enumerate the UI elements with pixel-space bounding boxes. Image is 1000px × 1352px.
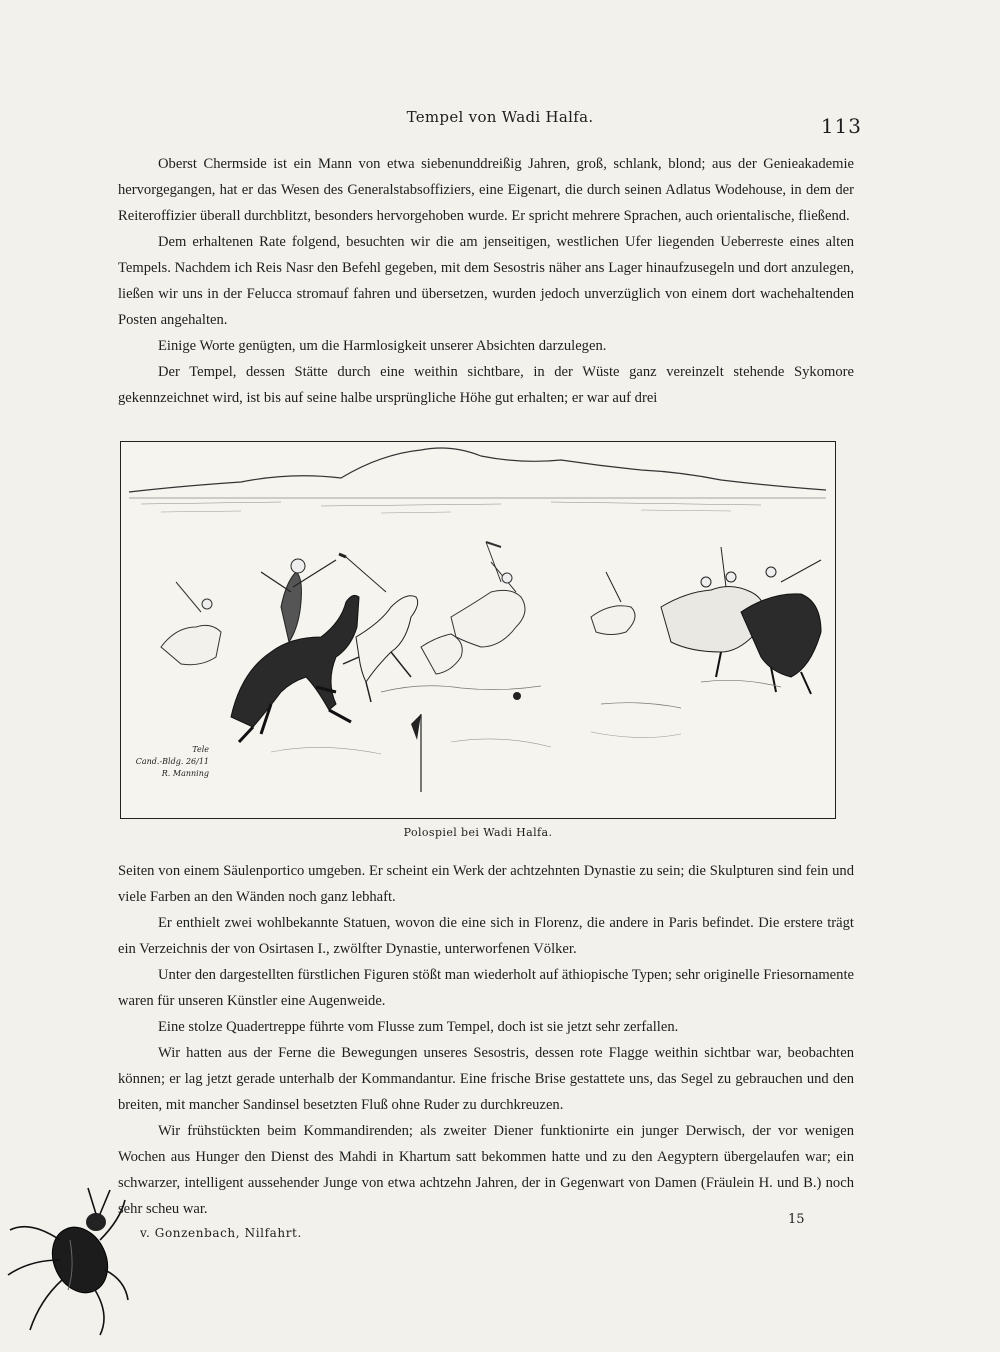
mountain-ridge [129, 448, 826, 492]
distant-plain-hatching [141, 502, 761, 506]
paragraph: Oberst Chermside ist ein Mann von etwa siebenunddreißig Jahren, groß, schlank, blond; aus der Genieakademie hervorgegangen, hat er das Wesen des Generalstabsoffiziers, eine Eigenart, die durch seinen Adlatus Wodehouse, in dem der Reiteroffizier überall durchblitzt, besonders hervorgehoben wurde. Er spricht mehrere Sprachen, auch orientalische, fließend. [118, 156, 854, 224]
dust-clouds [381, 680, 781, 708]
signature-mark: 15 [788, 1212, 805, 1227]
figure-caption: Polospiel bei Wadi Halfa. [403, 826, 553, 839]
paragraph: Dem erhaltenen Rate folgend, besuchten wir die am jenseitigen, westlichen Ufer liegenden Ueberreste eines alten Tempels. Nachdem ich Reis Nasr den Befehl gegeben, mit dem Sesostris näher ans Lager hinaufzusegeln und dort anzulegen, ließen wir uns in der Felucca stromauf fahren und übersetzen, wurden jedoch unverzüglich von einem dort wachehaltenden Posten angehalten. [118, 234, 854, 328]
top-text-block [118, 151, 854, 411]
polo-ball [513, 692, 521, 700]
ground-strokes [271, 732, 681, 754]
footer-author: v. Gonzenbach, Nilfahrt. [140, 1226, 302, 1240]
rider-center-group [421, 542, 525, 674]
rider-right-group [591, 547, 821, 694]
artist-signature [125, 744, 209, 780]
bottom-text-block [118, 858, 854, 1222]
distant-plain-hatching [161, 510, 731, 513]
paragraph: Der Tempel, dessen Stätte durch eine weithin sichtbare, in der Wüste ganz vereinzelt stehende Sykomore gekennzeichnet wird, ist bis auf seine halbe ursprüngliche Höhe gut erhalten; er war auf drei [118, 364, 854, 406]
paragraph: Wir frühstückten beim Kommandirenden; als zweiter Diener funktionirte ein junger Derwisch, der vor wenigen Wochen aus Hunger den Dienst des Mahdi in Khartum satt bekommen hatte und zu den Aegyptern übergelaufen war; ein schwarzer, intelligent aussehender Junge von etwa achtzehn Jahren, der in Gegenwart von Damen (Fräulein H. und B.) noch sehr scheu war. [118, 1123, 854, 1217]
paragraph: Eine stolze Quadertreppe führte vom Flusse zum Tempel, doch ist sie jetzt sehr zerfallen. [158, 1019, 679, 1035]
polo-illustration [120, 441, 836, 819]
paragraph-continuation: Seiten von einem Säulenportico umgeben. Er scheint ein Werk der achtzehnten Dynastie zu sein; die Skulpturen sind fein und viele Farben an den Wänden noch ganz lebhaft. [118, 863, 854, 905]
signature-line: R. Manning [161, 769, 209, 778]
signature-line: Tele [192, 745, 209, 754]
paragraph: Er enthielt zwei wohlbekannte Statuen, wovon die eine sich in Florenz, die andere in Paris befindet. Die erstere trägt ein Verzeichnis der von Osirtasen I., zwölfter Dynastie, unterworfenen Völker. [118, 915, 854, 957]
running-head: Tempel von Wadi Halfa. [406, 108, 594, 126]
paragraph: Unter den dargestellten fürstlichen Figuren stößt man wiederholt auf äthiopische Typen; sehr originelle Friesornamente waren für unseren Künstler eine Augenweide. [118, 967, 854, 1009]
beetle-vignette [0, 1180, 130, 1340]
page-number: 113 [820, 114, 862, 138]
goal-flag [411, 714, 421, 792]
polo-drawing [121, 442, 834, 817]
paragraph: Wir hatten aus der Ferne die Bewegungen unseres Sesostris, dessen rote Flagge weithin sichtbar war, beobachten können; er lag jetzt gerade unterhalb der Kommandantur. Eine frische Brise gestattete uns, das Segel zu gebrauchen und den breiten, mit mancher Sandinsel besetzten Fluß ohne Ruder zu durchkreuzen. [118, 1045, 854, 1113]
paragraph: Einige Worte genügten, um die Harmlosigkeit unserer Absichten darzulegen. [158, 338, 607, 354]
rider-dark-horse [231, 559, 359, 742]
signature-line: Cand.-Bldg. 26/11 [135, 757, 209, 766]
rider-small-left [161, 582, 221, 665]
